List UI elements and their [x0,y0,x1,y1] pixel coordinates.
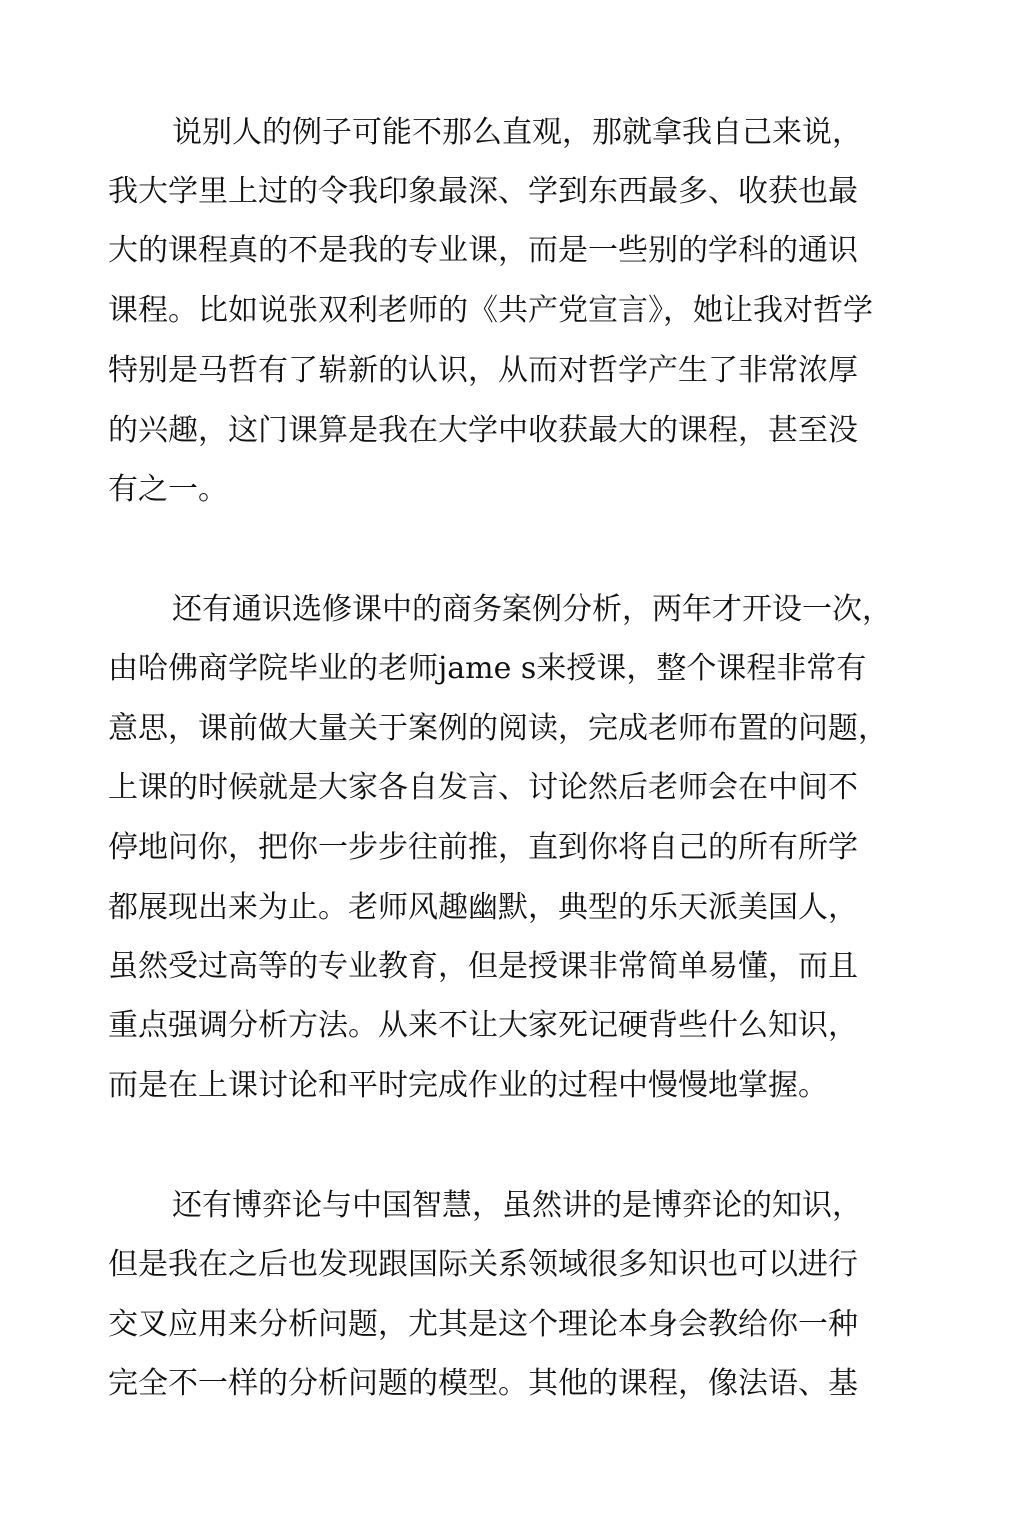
paragraph-1-line-5: 特别是马哲有了崭新的认识，从而对哲学产生了非常浓厚 [108,353,858,388]
paragraph-2-line-9: 而是在上课讨论和平时完成作业的过程中慢慢地掌握。 [108,1068,828,1103]
paragraph-3-line-3: 交叉应用来分析问题，尤其是这个理论本身会教给你一种 [108,1307,858,1342]
paragraph-2-line-7: 虽然受过高等的专业教育，但是授课非常简单易懂，而且 [108,949,858,984]
paragraph-1-line-3: 大的课程真的不是我的专业课，而是一些别的学科的通识 [108,233,858,268]
paragraph-2-line-2: 由哈佛商学院毕业的老师jame s来授课，整个课程非常有 [108,651,867,686]
paragraph-2-line-3: 意思，课前做大量关于案例的阅读，完成老师布置的问题， [108,711,888,746]
paragraph-2-line-1: 还有通识选修课中的商务案例分析，两年才开设一次， [172,592,892,627]
paragraph-2-line-8: 重点强调分析方法。从来不让大家死记硬背些什么知识， [108,1008,858,1043]
paragraph-2-line-6: 都展现出来为止。老师风趣幽默，典型的乐天派美国人， [108,890,858,925]
paragraph-1-line-2: 我大学里上过的令我印象最深、学到东西最多、收获也最 [108,174,858,209]
paragraph-1-line-6: 的兴趣，这门课算是我在大学中收获最大的课程，甚至没 [108,413,858,448]
paragraph-3-line-2: 但是我在之后也发现跟国际关系领域很多知识也可以进行 [108,1247,858,1282]
paragraph-3-line-1: 还有博弈论与中国智慧，虽然讲的是博弈论的知识， [172,1188,862,1223]
paragraph-3-line-4: 完全不一样的分析问题的模型。其他的课程，像法语、基 [108,1366,858,1401]
paragraph-1-line-1: 说别人的例子可能不那么直观，那就拿我自己来说， [172,115,862,150]
paragraph-2-line-4: 上课的时候就是大家各自发言、讨论然后老师会在中间不 [108,770,858,805]
paragraph-1-line-4: 课程。比如说张双利老师的《共产党宣言》，她让我对哲学 [108,293,873,328]
paragraph-2-line-5: 停地问你，把你一步步往前推，直到你将自己的所有所学 [108,830,858,865]
paragraph-1-line-7: 有之一。 [108,472,228,507]
